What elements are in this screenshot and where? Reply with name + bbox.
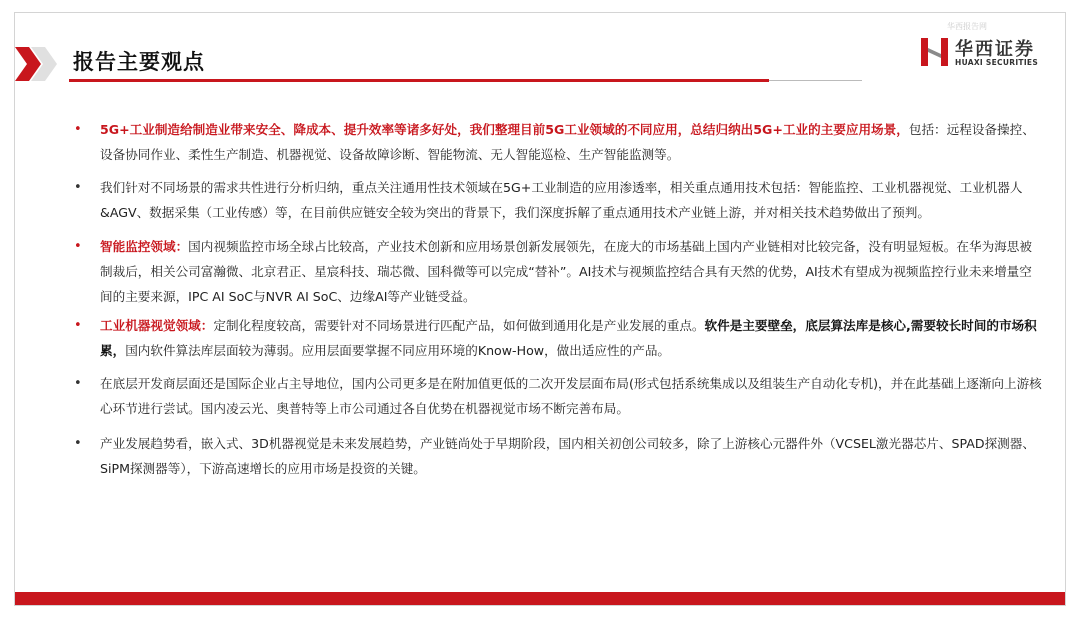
- bullet-icon: •: [74, 376, 82, 391]
- bullet-icon: •: [74, 180, 82, 195]
- list-item: [73, 431, 1043, 481]
- bullet-text: 定制化程度较高，需要针对不同场景进行匹配产品，如何做到通用化是产业发展的重点。: [213, 318, 705, 333]
- bullet-icon: •: [74, 318, 82, 333]
- title-underline: [69, 79, 769, 82]
- list-item: [73, 117, 1043, 167]
- bullet-text: 我们针对不同场景的需求共性进行分析归纳，重点关注通用性技术领域在5G+工业制造的应用渗透率，相关重点通用技术包括：智能监控、工业机器视觉、工业机器人&AGV、数据采集（工业传感）等，在目前供应链安全较为突出的背景下，我们深度拆解了重点通用技术产业链上游，并对相关技术趋势做出了预判。: [100, 180, 1023, 220]
- bullet-text: 在底层开发商层面还是国际企业占主导地位，国内公司更多是在附加值更低的二次开发层面布局(形式包括系统集成以及组装生产自动化专机)，并在此基础上逐渐向上游核心环节进行尝试。国内凌云光、奥普特等上市公司通过各自优势在机器视觉市场不断完善布局。: [100, 376, 1042, 416]
- list-item: [73, 371, 1043, 421]
- company-logo: [919, 35, 1059, 75]
- title-underline-extension: [769, 80, 862, 81]
- bullet-text: 国内软件算法库层面较为薄弱。应用层面要掌握不同应用环境的Know-How，做出适应性的产品。: [125, 343, 671, 358]
- bullet-emphasis: 软件是主要壁垒，底层算法库是核心,需要较长时间的市场积累，: [100, 318, 1037, 358]
- bullet-highlight: 工业机器视觉领域：: [100, 318, 214, 333]
- page-title: 报告主要观点: [73, 50, 205, 74]
- bullet-icon: •: [74, 239, 82, 254]
- list-item: [73, 175, 1043, 225]
- list-item: [73, 234, 1043, 309]
- logo-chinese-name: 华西证券: [955, 39, 1035, 60]
- title-marker-icon: [15, 47, 65, 81]
- list-item: [73, 313, 1043, 363]
- bullet-icon: •: [74, 436, 82, 451]
- footer-bar: [15, 592, 1065, 606]
- bullet-text: 产业发展趋势看，嵌入式、3D机器视觉是未来发展趋势，产业链尚处于早期阶段，国内相关初创公司较多，除了上游核心元器件外（VCSEL激光器芯片、SPAD探测器、SiPM探测器等），下游高速增长的应用市场是投资的关键。: [100, 436, 1035, 476]
- slide-frame: [14, 12, 1066, 606]
- huaxi-logo-icon: [919, 35, 951, 69]
- watermark: 华西报告网: [947, 22, 987, 31]
- bullet-text: 包括：远程设备操控、设备协同作业、柔性生产制造、机器视觉、设备故障诊断、智能物流、无人智能巡检、生产智能监测等。: [100, 122, 1035, 162]
- bullet-highlight: 5G+工业制造给制造业带来安全、降成本、提升效率等诸多好处，我们整理目前5G工业领域的不同应用，总结归纳出5G+工业的主要应用场景，: [100, 122, 909, 137]
- logo-english-name: HUAXI SECURITIES: [955, 58, 1039, 67]
- bullet-icon: •: [74, 122, 82, 137]
- key-points-list: [73, 117, 1043, 481]
- bullet-text: 国内视频监控市场全球占比较高，产业技术创新和应用场景创新发展领先，在庞大的市场基础上国内产业链相对比较完备，没有明显短板。在华为海思被制裁后，相关公司富瀚微、北京君正、星宸科技、瑞芯微、国科微等可以完成“替补”。AI技术与视频监控结合具有天然的优势，AI技术有望成为视频监控行业未来增量空间的主要来源，IPC AI SoC与NVR AI SoC、边缘AI等产业链受益。: [100, 239, 1032, 304]
- bullet-highlight: 智能监控领域：: [100, 239, 189, 254]
